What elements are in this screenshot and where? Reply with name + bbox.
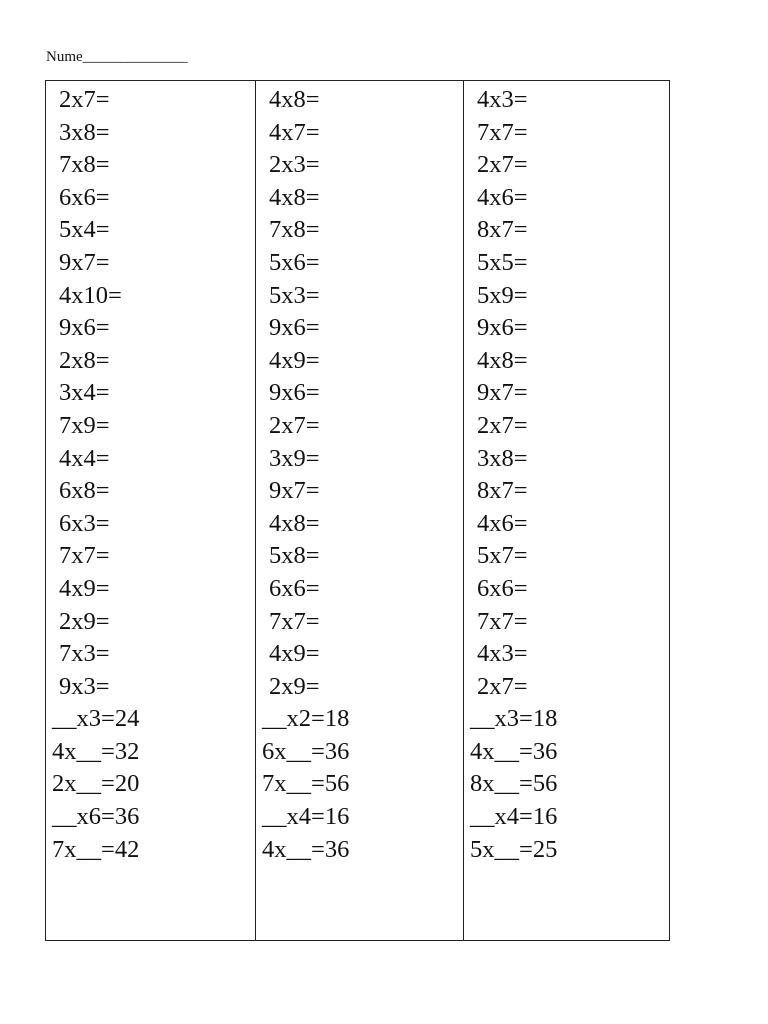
multiplication-problem: 4x8= [269,86,320,113]
missing-factor-problem: 6x__=36 [262,737,350,765]
multiplication-problem: 2x7= [477,411,528,439]
multiplication-problem: 5x4= [59,216,110,244]
missing-factor-problem: __x4=16 [470,803,558,831]
multiplication-problem: 9x6= [477,314,528,342]
multiplication-problem: 4x7= [269,118,320,146]
missing-factor-problem: 4x__=32 [52,737,140,765]
multiplication-problem: 5x8= [269,542,320,570]
multiplication-problem: 4x3= [477,640,528,668]
multiplication-problem: 9x7= [269,477,320,505]
multiplication-problem: 2x7= [269,411,320,439]
multiplication-problem: 2x9= [269,672,320,700]
multiplication-problem: 9x6= [269,379,320,407]
multiplication-problem: 9x6= [269,314,320,342]
multiplication-problem: 2x9= [59,607,110,635]
multiplication-problem: 4x6= [477,183,528,211]
multiplication-problem: 3x8= [477,444,528,472]
problem-column-3 [463,81,669,940]
multiplication-problem: 7x9= [59,411,110,439]
multiplication-problem: 4x8= [477,346,528,374]
multiplication-worksheet-table [45,80,670,941]
missing-factor-problem: 7x__=42 [52,835,140,863]
multiplication-problem: 6x6= [477,574,528,602]
multiplication-problem: 2x8= [59,346,110,374]
multiplication-problem: 4x6= [477,509,528,537]
multiplication-problem: 7x8= [59,151,110,179]
multiplication-problem: 4x9= [269,640,320,668]
missing-factor-problem: 7x__=56 [262,770,350,798]
multiplication-problem: 5x3= [269,281,320,309]
multiplication-problem: 6x3= [59,509,110,537]
multiplication-problem: 8x7= [477,216,528,244]
multiplication-problem: 6x6= [59,183,110,211]
missing-factor-problem: __x3=24 [52,705,140,733]
name-field-label: Nume______________ [46,49,188,65]
multiplication-problem: 4x4= [59,444,110,472]
multiplication-problem: 2x3= [269,151,320,179]
multiplication-problem: 4x9= [269,346,320,374]
multiplication-problem: 7x7= [477,118,528,146]
multiplication-problem: 4x8= [269,509,320,537]
multiplication-problem: 7x7= [477,607,528,635]
missing-factor-problem: __x2=18 [262,705,350,733]
multiplication-problem: 6x6= [269,574,320,602]
multiplication-problem: 5x7= [477,542,528,570]
multiplication-problem: 9x7= [59,248,110,276]
multiplication-problem: 7x7= [269,607,320,635]
multiplication-problem: 9x3= [59,672,110,700]
multiplication-problem: 3x8= [59,118,110,146]
multiplication-problem: 5x5= [477,248,528,276]
multiplication-problem: 2x7= [477,672,528,700]
multiplication-problem: 4x8= [269,183,320,211]
missing-factor-problem: __x4=16 [262,803,350,831]
missing-factor-problem: __x6=36 [52,803,140,831]
multiplication-problem: 9x6= [59,314,110,342]
missing-factor-problem: 8x__=56 [470,770,558,798]
multiplication-problem: 2x7= [59,86,110,113]
multiplication-problem: 6x8= [59,477,110,505]
multiplication-problem: 2x7= [477,151,528,179]
multiplication-problem: 7x8= [269,216,320,244]
missing-factor-problem: 4x__=36 [262,835,350,863]
multiplication-problem: 3x4= [59,379,110,407]
problem-list [256,84,463,866]
missing-factor-problem: 2x__=20 [52,770,140,798]
missing-factor-problem: __x3=18 [470,705,558,733]
missing-factor-problem: 4x__=36 [470,737,558,765]
multiplication-problem: 4x9= [59,574,110,602]
multiplication-problem: 8x7= [477,477,528,505]
problem-list [464,84,669,866]
problem-column-2 [255,81,463,940]
multiplication-problem: 4x10= [59,281,122,309]
multiplication-problem: 5x6= [269,248,320,276]
multiplication-problem: 7x7= [59,542,110,570]
multiplication-problem: 7x3= [59,640,110,668]
problem-list [46,84,255,866]
multiplication-problem: 4x3= [477,86,528,113]
multiplication-problem: 5x9= [477,281,528,309]
multiplication-problem: 9x7= [477,379,528,407]
multiplication-problem: 3x9= [269,444,320,472]
problem-column-1 [46,81,255,940]
missing-factor-problem: 5x__=25 [470,835,558,863]
